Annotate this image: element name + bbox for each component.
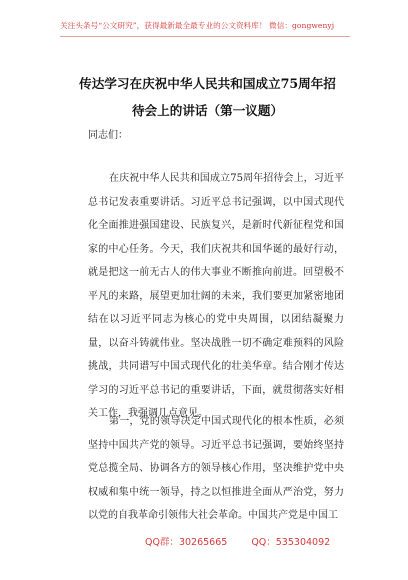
- footer-contact: [145, 534, 330, 548]
- header-divider: [60, 36, 350, 37]
- header-notice: 关注头条号“公文研究”，获得最新最全最专业的公文资料库！ 微信：gongwenyj: [60, 21, 335, 30]
- footer-qq-group: QQ群：30265665: [145, 537, 228, 548]
- body-paragraph-1: 在庆祝中华人民共和国成立75周年招待会上，习近平总书记发表重要讲话。习近平总书记强调，以中国式现代化全面推进强国建设、民族复兴，是新时代新征程党和国家的中心任务。今天，我们庆祝共和国华诞的最好行动，就是把这一前无古人的伟大事业不断推向前进。回望极不平凡的来路，展望更加壮阔的未来，我们要更加紧密地团结在以习近平同志为核心的党中央周围，以团结凝聚力量，以奋斗铸就伟业。坚决战胜一切不确定难预料的风险挑战，共同谱写中国式现代化的壮美华章。结合刚才传达学习的习近平总书记的重要讲话，下面，就贯彻落实好相关工作，我强调几点意见。: [88, 173, 344, 419]
- document-title: 传达学习在庆祝中华人民共和国成立75周年招待会上的讲话（第一议题）: [79, 76, 336, 118]
- body-paragraph-2: 第一，党的领导决定中国式现代化的根本性质，必须坚持中国共产党的领导。习近平总书记强调，要始终坚持党总揽全局、协调各方的领导核心作用，坚决维护党中央权威和集中统一领导，持之以恒推进全面从严治党，努力以党的自我革命引领伟大社会革命。中国共产党是中国工: [88, 416, 344, 521]
- footer-qq: QQ：535304092: [251, 537, 331, 548]
- salutation: 同志们：: [88, 130, 128, 141]
